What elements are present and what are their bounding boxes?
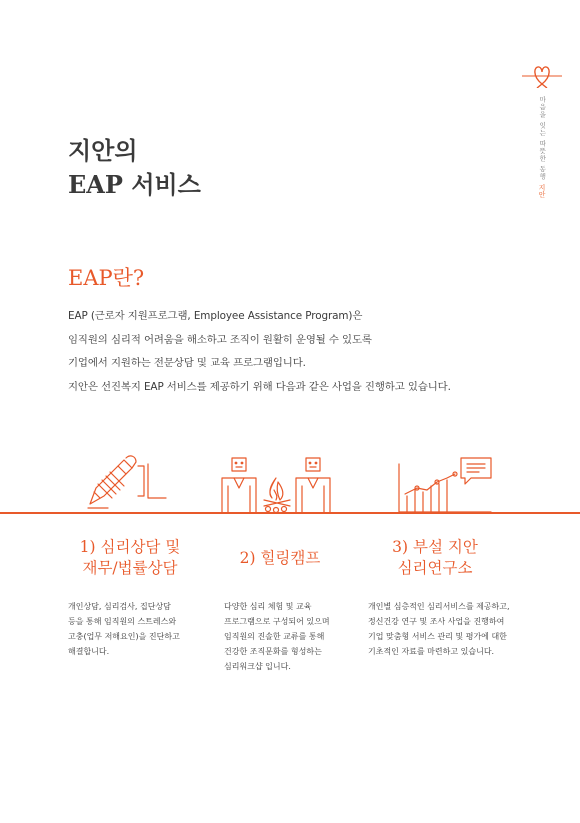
brand-name: 지안 [538, 184, 546, 199]
heart-ribbon-icon [522, 62, 562, 88]
service-desc-line: 등을 통해 임직원의 스트레스와 [68, 617, 177, 626]
service-title-line: 3) 부설 지안 [392, 538, 478, 556]
service-desc-line: 해결합니다. [68, 647, 110, 656]
service-desc-line: 고충(업무 저해요인)을 진단하고 [68, 632, 180, 641]
service-desc-line: 프로그램으로 구성되어 있으며 [224, 617, 330, 626]
service-title-counseling [60, 537, 200, 579]
service-desc-line: 기초적인 자료를 마련하고 있습니다. [368, 647, 495, 656]
growth-chart-icon [395, 456, 495, 514]
intro-line: 지안은 선진복지 EAP 서비스를 제공하기 위해 다음과 같은 사업을 진행하고 있습니다. [68, 380, 451, 393]
section-heading: EAP란? [68, 266, 145, 290]
service-title-healing-camp [220, 548, 340, 569]
service-desc-line: 개인상담, 심리검사, 집단상담 [68, 602, 171, 611]
brand-tagline: 마음을 잇는 따뜻한 동행 [538, 96, 547, 181]
brand-mark [522, 62, 562, 198]
healing-camp-icon [218, 456, 338, 512]
service-title-line: 1) 심리상담 및 [79, 538, 181, 556]
service-desc-healing-camp [224, 599, 330, 674]
service-desc-line: 심리워크샵 입니다. [224, 662, 291, 671]
service-desc-counseling [68, 599, 180, 659]
intro-line: EAP (근로자 지원프로그램, Employee Assistance Program)은 [68, 310, 363, 322]
service-title-line: 2) 힐링캠프 [239, 549, 321, 567]
page-title [68, 134, 201, 202]
service-desc-line: 다양한 심리 체험 및 교육 [224, 602, 312, 611]
service-desc-line: 정신건강 연구 및 조사 사업을 진행하여 [368, 617, 505, 626]
service-title-line: 재무/법률상담 [82, 559, 178, 577]
service-title-line: 심리연구소 [397, 559, 473, 577]
divider-line [0, 512, 580, 514]
page-title-line1: 지안의 [68, 136, 138, 165]
writing-hand-icon [78, 452, 168, 512]
service-desc-line: 기업 맞춤형 서비스 관리 및 평가에 대한 [368, 632, 507, 641]
service-desc-line: 임직원의 진솔한 교류를 통해 [224, 632, 325, 641]
service-title-research-institute [365, 537, 505, 579]
service-desc-research-institute [368, 599, 510, 659]
intro-line: 임직원의 심리적 어려움을 해소하고 조직이 원활히 운영될 수 있도록 [68, 333, 372, 346]
intro-line: 기업에서 지원하는 전문상담 및 교육 프로그램입니다. [68, 357, 306, 369]
service-desc-line: 개인별 심층적인 심리서비스를 제공하고, [368, 602, 510, 611]
intro-paragraph [68, 305, 538, 399]
page-title-line2: EAP 서비스 [68, 170, 201, 199]
service-desc-line: 건강한 조직문화를 형성하는 [224, 647, 322, 656]
